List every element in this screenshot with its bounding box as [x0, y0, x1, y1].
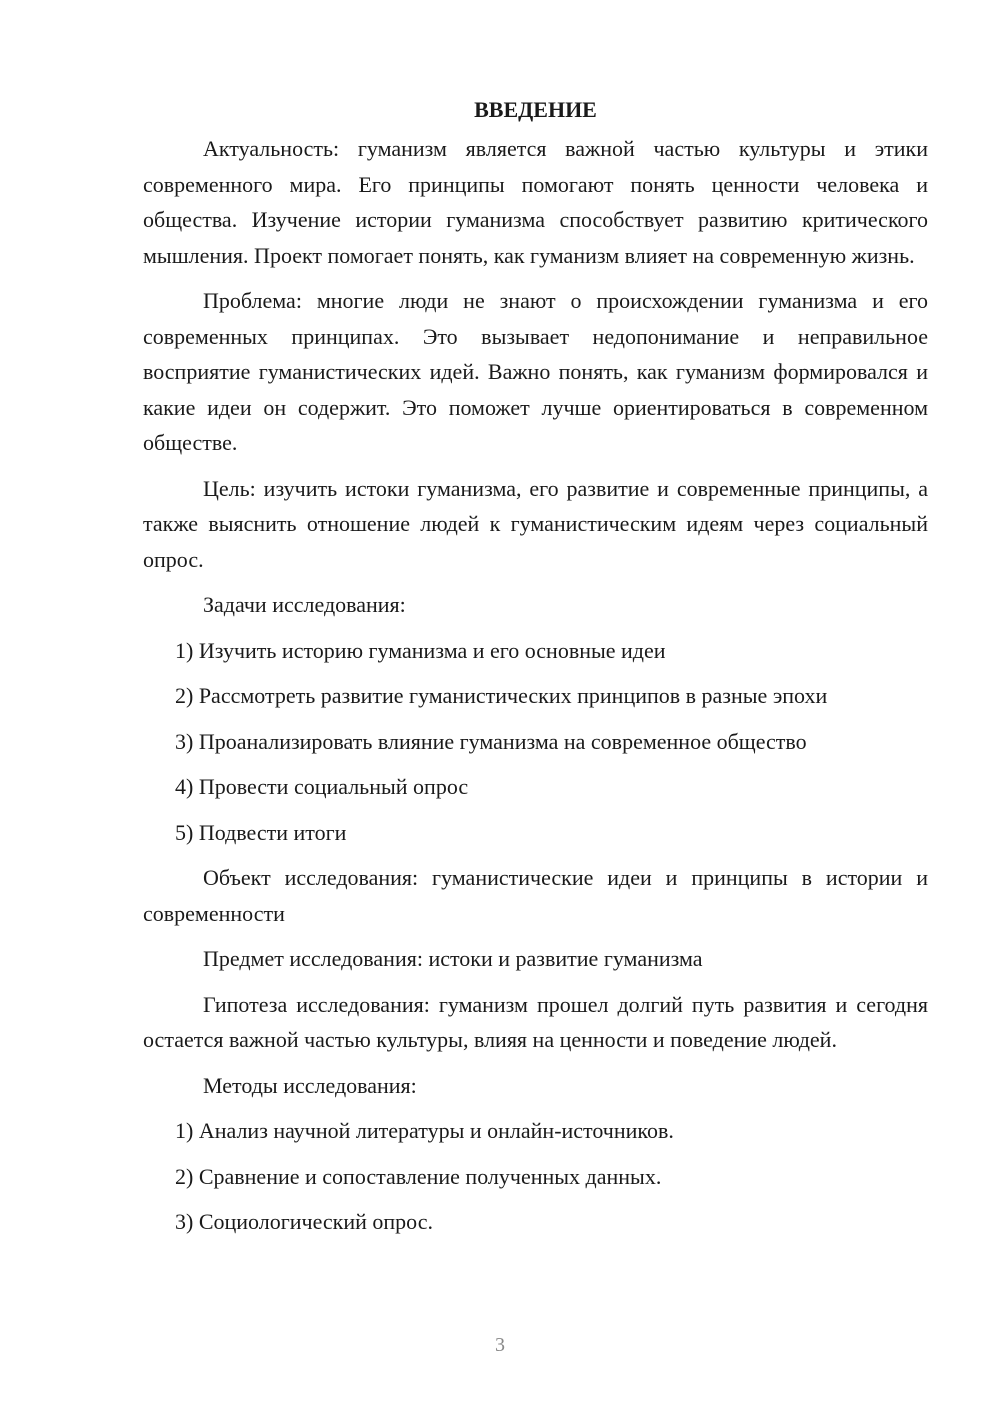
hypothesis-paragraph: Гипотеза исследования: гуманизм прошел долгий путь развития и сегодня остается важной частью культуры, влияя на ценности и поведение людей. [143, 991, 928, 1052]
page-number: 3 [495, 1334, 505, 1356]
subject-paragraph: Предмет исследования: истоки и развитие гуманизма [203, 946, 703, 971]
list-item: 3) Социологический опрос. [175, 1209, 433, 1234]
list-item: 2) Рассмотреть развитие гуманистических принципов в разные эпохи [175, 683, 828, 708]
tasks-list [143, 633, 928, 851]
object-paragraph: Объект исследования: гуманистические идеи и принципы в истории и современности [143, 865, 928, 926]
methods-heading: Методы исследования: [203, 1072, 417, 1098]
list-item: 2) Сравнение и сопоставление полученных данных. [175, 1163, 662, 1189]
document-page [143, 95, 928, 1250]
list-item: 3) Проанализировать влияние гуманизма на современное общество [175, 728, 807, 754]
list-item: 1) Анализ научной литературы и онлайн-источников. [175, 1118, 674, 1143]
list-item: 5) Подвести итоги [175, 819, 347, 845]
list-item: 4) Провести социальный опрос [175, 774, 469, 799]
list-item: 1) Изучить историю гуманизма и его основные идеи [175, 637, 666, 663]
methods-list [143, 1113, 928, 1240]
tasks-heading: Задачи исследования: [203, 592, 406, 617]
relevance-paragraph: Актуальность: гуманизм является важной частью культуры и этики современного мира. Его принципы помогают понять ценности человека и общества. Изучение истории гуманизма способствует развитию критического мышления. Проект помогает понять, как гуманизм влияет на современную жизнь. [143, 136, 928, 268]
goal-paragraph: Цель: изучить истоки гуманизма, его развитие и современные принципы, а также выяснить отношение людей к гуманистическим идеям через социальный опрос. [143, 475, 928, 572]
page-title: ВВЕДЕНИЕ [474, 97, 597, 122]
problem-paragraph: Проблема: многие люди не знают о происхождении гуманизма и его современных принципах. Это вызывает недопонимание и неправильное восприятие гуманистических идей. Важно понять, как гуманизм формировался и какие идеи он содержит. Это поможет лучше ориентироваться в современном обществе. [143, 288, 928, 455]
